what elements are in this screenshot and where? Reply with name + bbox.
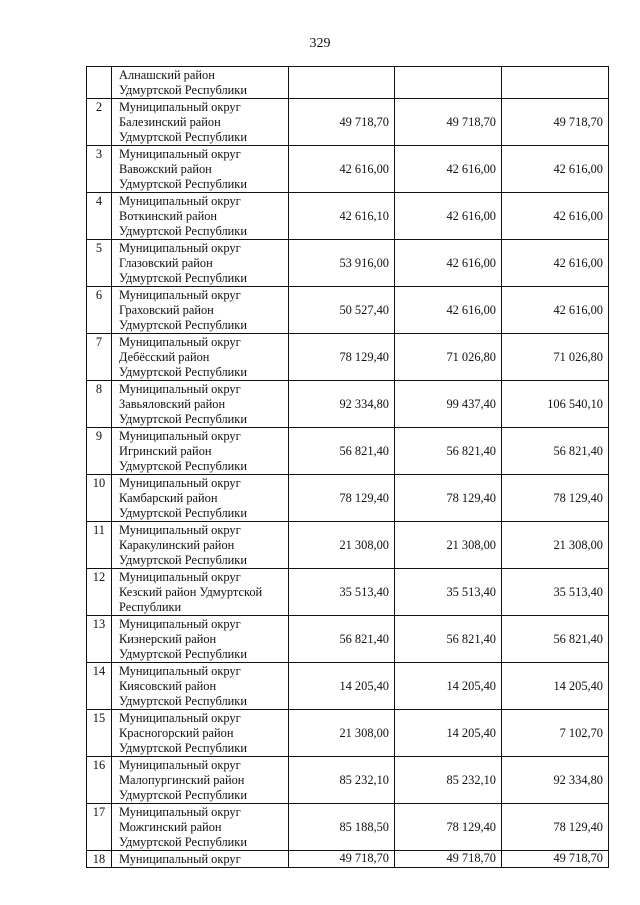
- amount-year-2-text: 99 437,40: [446, 396, 496, 411]
- municipality-name-cell: [112, 67, 289, 99]
- amount-year-2-cell: [395, 428, 502, 475]
- table-row: [87, 428, 609, 475]
- amount-year-1-cell: [289, 193, 395, 240]
- table-row: [87, 67, 609, 99]
- table-row: [87, 616, 609, 663]
- table-row: [87, 381, 609, 428]
- municipality-name-text: Муниципальный округ Балезинский район Удмуртской Республики: [119, 100, 247, 144]
- amount-year-2-text: 42 616,00: [446, 255, 496, 270]
- amount-year-1-cell: [289, 146, 395, 193]
- municipality-name-text: Муниципальный округ Вавожский район Удмуртской Республики: [119, 147, 247, 191]
- municipality-name-text: Муниципальный округ Дебёсский район Удмуртской Республики: [119, 335, 247, 379]
- row-number-text: 13: [92, 617, 106, 631]
- table-row: [87, 287, 609, 334]
- municipality-name-cell: [112, 240, 289, 287]
- allocation-table-body: [87, 67, 609, 868]
- amount-year-3-cell: [502, 334, 609, 381]
- municipality-name-text: Муниципальный округ Красногорский район Удмуртской Республики: [119, 711, 247, 755]
- municipality-name-cell: [112, 804, 289, 851]
- amount-year-1-cell: [289, 67, 395, 99]
- row-number-text: 17: [92, 805, 106, 819]
- amount-year-3-cell: [502, 804, 609, 851]
- row-number-cell: [87, 663, 112, 710]
- amount-year-1-text: 85 232,10: [339, 772, 389, 787]
- amount-year-3-text: 92 334,80: [553, 772, 603, 787]
- amount-year-1-text: 50 527,40: [339, 302, 389, 317]
- municipality-name-text: Муниципальный округ Киясовский район Удмуртской Республики: [119, 664, 247, 708]
- amount-year-1-cell: [289, 522, 395, 569]
- amount-year-2-cell: [395, 569, 502, 616]
- row-number-cell: [87, 67, 112, 99]
- table-row: [87, 475, 609, 522]
- amount-year-1-cell: [289, 663, 395, 710]
- row-number-text: 12: [92, 570, 106, 584]
- row-number-text: 18: [92, 852, 106, 866]
- row-number-cell: [87, 851, 112, 868]
- amount-year-3-cell: [502, 287, 609, 334]
- amount-year-3-cell: [502, 851, 609, 868]
- municipality-name-text: Муниципальный округ Игринский район Удмуртской Республики: [119, 429, 247, 473]
- amount-year-3-text: 42 616,00: [553, 208, 603, 223]
- amount-year-2-cell: [395, 522, 502, 569]
- table-row: [87, 193, 609, 240]
- municipality-name-text: Муниципальный округ Завьяловский район Удмуртской Республики: [119, 382, 247, 426]
- amount-year-2-cell: [395, 663, 502, 710]
- amount-year-3-text: 49 718,70: [553, 851, 603, 865]
- amount-year-2-cell: [395, 475, 502, 522]
- row-number-text: 15: [92, 711, 106, 725]
- amount-year-1-text: 56 821,40: [339, 443, 389, 458]
- amount-year-3-text: 78 129,40: [553, 819, 603, 834]
- municipality-name-cell: [112, 663, 289, 710]
- table-row: [87, 99, 609, 146]
- municipality-name-cell: [112, 193, 289, 240]
- amount-year-1-cell: [289, 475, 395, 522]
- row-number-text: 4: [95, 194, 103, 208]
- amount-year-3-text: 7 102,70: [559, 725, 603, 740]
- municipality-name-cell: [112, 99, 289, 146]
- table-row: [87, 710, 609, 757]
- municipality-name-text: Муниципальный округ Граховский район Удмуртской Республики: [119, 288, 247, 332]
- municipality-name-cell: [112, 757, 289, 804]
- amount-year-2-cell: [395, 146, 502, 193]
- row-number-text: 7: [95, 335, 103, 349]
- municipality-name-text: Алнашский район Удмуртской Республики: [119, 68, 247, 97]
- amount-year-1-cell: [289, 240, 395, 287]
- row-number-cell: [87, 616, 112, 663]
- amount-year-1-text: 56 821,40: [339, 631, 389, 646]
- amount-year-1-text: 85 188,50: [339, 819, 389, 834]
- municipality-name-cell: [112, 287, 289, 334]
- amount-year-1-cell: [289, 710, 395, 757]
- row-number-text: 14: [92, 664, 106, 678]
- amount-year-1-text: 21 308,00: [339, 537, 389, 552]
- table-row: [87, 851, 609, 868]
- row-number-cell: [87, 804, 112, 851]
- row-number-text: 16: [92, 758, 106, 772]
- row-number-text: 9: [95, 429, 103, 443]
- row-number-cell: [87, 240, 112, 287]
- amount-year-3-cell: [502, 663, 609, 710]
- municipality-name-cell: [112, 428, 289, 475]
- amount-year-1-cell: [289, 616, 395, 663]
- row-number-text: 6: [95, 288, 103, 302]
- amount-year-3-text: 56 821,40: [553, 631, 603, 646]
- amount-year-1-cell: [289, 334, 395, 381]
- table-row: [87, 663, 609, 710]
- amount-year-1-text: 42 616,10: [339, 208, 389, 223]
- amount-year-2-cell: [395, 757, 502, 804]
- amount-year-3-text: 35 513,40: [553, 584, 603, 599]
- amount-year-3-cell: [502, 193, 609, 240]
- page-number: 329: [309, 36, 331, 51]
- amount-year-3-cell: [502, 240, 609, 287]
- amount-year-3-cell: [502, 381, 609, 428]
- amount-year-2-text: 42 616,00: [446, 161, 496, 176]
- amount-year-1-text: 92 334,80: [339, 396, 389, 411]
- municipality-name-text: Муниципальный округ Глазовский район Удмуртской Республики: [119, 241, 247, 285]
- amount-year-3-cell: [502, 522, 609, 569]
- amount-year-1-cell: [289, 569, 395, 616]
- municipality-name-text: Муниципальный округ: [119, 852, 241, 866]
- row-number-text: 3: [95, 147, 103, 161]
- municipality-name-text: Муниципальный округ Можгинский район Удмуртской Республики: [119, 805, 247, 849]
- row-number-cell: [87, 146, 112, 193]
- table-row: [87, 522, 609, 569]
- amount-year-2-text: 42 616,00: [446, 302, 496, 317]
- allocation-table: [86, 66, 609, 868]
- municipality-name-cell: [112, 146, 289, 193]
- amount-year-3-cell: [502, 616, 609, 663]
- municipality-name-cell: [112, 522, 289, 569]
- row-number-cell: [87, 522, 112, 569]
- amount-year-2-text: 78 129,40: [446, 819, 496, 834]
- municipality-name-text: Муниципальный округ Малопургинский район Удмуртской Республики: [119, 758, 247, 802]
- row-number-text: 11: [93, 523, 105, 537]
- amount-year-3-text: 42 616,00: [553, 255, 603, 270]
- amount-year-2-cell: [395, 287, 502, 334]
- table-row: [87, 240, 609, 287]
- amount-year-1-text: 21 308,00: [339, 725, 389, 740]
- amount-year-2-cell: [395, 381, 502, 428]
- amount-year-2-text: 42 616,00: [446, 208, 496, 223]
- amount-year-1-text: 42 616,00: [339, 161, 389, 176]
- amount-year-2-text: 35 513,40: [446, 584, 496, 599]
- amount-year-1-cell: [289, 428, 395, 475]
- amount-year-2-cell: [395, 804, 502, 851]
- amount-year-3-text: 21 308,00: [553, 537, 603, 552]
- amount-year-2-cell: [395, 240, 502, 287]
- table-row: [87, 146, 609, 193]
- amount-year-1-cell: [289, 381, 395, 428]
- row-number-cell: [87, 99, 112, 146]
- amount-year-3-cell: [502, 99, 609, 146]
- amount-year-2-text: 49 718,70: [446, 114, 496, 129]
- amount-year-2-text: 56 821,40: [446, 443, 496, 458]
- amount-year-1-text: 49 718,70: [339, 851, 389, 865]
- amount-year-2-text: 85 232,10: [446, 772, 496, 787]
- amount-year-1-text: 49 718,70: [339, 114, 389, 129]
- municipality-name-text: Муниципальный округ Каракулинский район Удмуртской Республики: [119, 523, 247, 567]
- row-number-cell: [87, 381, 112, 428]
- amount-year-1-cell: [289, 757, 395, 804]
- row-number-cell: [87, 287, 112, 334]
- municipality-name-text: Муниципальный округ Кизнерский район Удмуртской Республики: [119, 617, 247, 661]
- municipality-name-cell: [112, 475, 289, 522]
- amount-year-2-text: 78 129,40: [446, 490, 496, 505]
- amount-year-3-text: 42 616,00: [553, 161, 603, 176]
- amount-year-1-text: 78 129,40: [339, 490, 389, 505]
- amount-year-2-text: 71 026,80: [446, 349, 496, 364]
- row-number-text: 2: [95, 100, 103, 114]
- amount-year-3-cell: [502, 428, 609, 475]
- row-number-text: 10: [92, 476, 106, 490]
- municipality-name-cell: [112, 334, 289, 381]
- amount-year-2-text: 49 718,70: [446, 851, 496, 865]
- amount-year-3-cell: [502, 67, 609, 99]
- table-row: [87, 569, 609, 616]
- row-number-cell: [87, 334, 112, 381]
- amount-year-2-text: 21 308,00: [446, 537, 496, 552]
- amount-year-1-cell: [289, 804, 395, 851]
- amount-year-2-text: 14 205,40: [446, 725, 496, 740]
- amount-year-3-text: 78 129,40: [553, 490, 603, 505]
- amount-year-2-text: 56 821,40: [446, 631, 496, 646]
- amount-year-1-text: 78 129,40: [339, 349, 389, 364]
- row-number-cell: [87, 193, 112, 240]
- amount-year-1-text: 14 205,40: [339, 678, 389, 693]
- table-row: [87, 757, 609, 804]
- amount-year-2-cell: [395, 99, 502, 146]
- amount-year-2-cell: [395, 851, 502, 868]
- row-number-cell: [87, 710, 112, 757]
- amount-year-1-cell: [289, 99, 395, 146]
- amount-year-3-text: 56 821,40: [553, 443, 603, 458]
- municipality-name-text: Муниципальный округ Воткинский район Удмуртской Республики: [119, 194, 247, 238]
- amount-year-3-text: 42 616,00: [553, 302, 603, 317]
- row-number-text: 5: [95, 241, 103, 255]
- amount-year-3-cell: [502, 475, 609, 522]
- municipality-name-cell: [112, 851, 289, 868]
- table-row: [87, 334, 609, 381]
- municipality-name-text: Муниципальный округ Кезский район Удмуртской Республики: [119, 570, 263, 614]
- municipality-name-cell: [112, 616, 289, 663]
- amount-year-3-text: 71 026,80: [553, 349, 603, 364]
- municipality-name-cell: [112, 381, 289, 428]
- amount-year-2-cell: [395, 616, 502, 663]
- row-number-text: 8: [95, 382, 103, 396]
- amount-year-3-text: 49 718,70: [553, 114, 603, 129]
- amount-year-3-cell: [502, 757, 609, 804]
- amount-year-2-cell: [395, 193, 502, 240]
- amount-year-2-text: 14 205,40: [446, 678, 496, 693]
- amount-year-2-cell: [395, 67, 502, 99]
- amount-year-3-text: 106 540,10: [547, 396, 603, 411]
- row-number-cell: [87, 475, 112, 522]
- amount-year-1-text: 53 916,00: [339, 255, 389, 270]
- municipality-name-cell: [112, 710, 289, 757]
- row-number-cell: [87, 569, 112, 616]
- amount-year-1-text: 35 513,40: [339, 584, 389, 599]
- amount-year-1-cell: [289, 851, 395, 868]
- amount-year-3-cell: [502, 710, 609, 757]
- row-number-cell: [87, 428, 112, 475]
- amount-year-3-cell: [502, 146, 609, 193]
- table-row: [87, 804, 609, 851]
- amount-year-2-cell: [395, 710, 502, 757]
- amount-year-2-cell: [395, 334, 502, 381]
- amount-year-3-cell: [502, 569, 609, 616]
- municipality-name-text: Муниципальный округ Камбарский район Удмуртской Республики: [119, 476, 247, 520]
- amount-year-3-text: 14 205,40: [553, 678, 603, 693]
- row-number-cell: [87, 757, 112, 804]
- municipality-name-cell: [112, 569, 289, 616]
- amount-year-1-cell: [289, 287, 395, 334]
